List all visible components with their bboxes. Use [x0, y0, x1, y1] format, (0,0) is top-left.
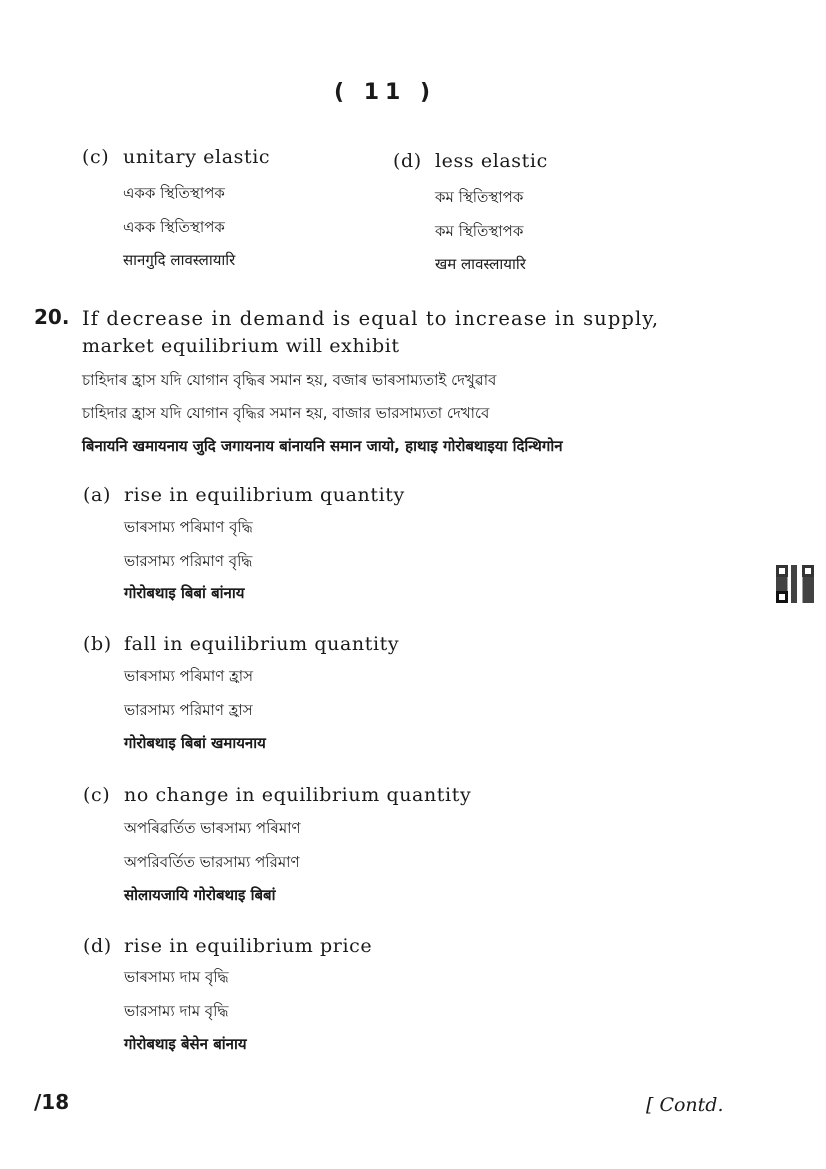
option-label: (c) — [83, 784, 111, 806]
option-label: (b) — [83, 633, 112, 655]
option-text: unitary elastic — [123, 146, 271, 168]
option-label: (d) — [393, 150, 422, 172]
option-bodo: सानगुदि लावस्लायारि — [123, 251, 236, 269]
option-bodo: गोरोबथाइ बिबां खमायनाय — [124, 734, 266, 752]
question-english-line1: If decrease in demand is equal to increase in supply, — [82, 307, 660, 330]
option-bengali: ভারসাম্য পরিমাণ হ্রাস — [124, 701, 253, 719]
option-label: (c) — [82, 146, 110, 168]
paper-code: /18 — [34, 1090, 70, 1114]
option-bengali: একক স্থিতিস্থাপক — [123, 218, 225, 236]
question-english-line2: market equilibrium will exhibit — [82, 335, 400, 357]
question-bodo: बिनायनि खमायनाय जुदि जगायनाय बांनायनि समान जायो, हाथाइ गोरोबथाइया दिन्थिगोन — [82, 437, 563, 455]
question-assamese: চাহিদাৰ হ্রাস যদি যোগান বৃদ্ধিৰ সমান হয়, বজাৰ ভাৰসাম্যতাই দেখুৱাব — [82, 371, 497, 389]
option-label: (d) — [83, 935, 112, 957]
question-number: 20. — [34, 305, 70, 329]
option-bodo: सोलायजायि गोरोबथाइ बिबां — [124, 886, 276, 904]
continued-marker: [ Contd. — [646, 1094, 724, 1116]
page-number: ( 11 ) — [334, 80, 437, 105]
option-text: rise in equilibrium price — [124, 935, 373, 957]
qr-code-corner-icon — [776, 591, 788, 603]
option-text: rise in equilibrium quantity — [124, 484, 405, 506]
option-assamese: অপৰিৱৰ্তিত ভাৰসাম্য পৰিমাণ — [124, 819, 301, 837]
option-assamese: ভাৰসাম্য দাম বৃদ্ধি — [124, 968, 229, 986]
option-label: (a) — [83, 484, 111, 506]
option-bengali: ভারসাম্য পরিমাণ বৃদ্ধি — [124, 552, 253, 570]
option-text: less elastic — [435, 150, 548, 172]
option-bodo: खम लावस्लायारि — [435, 255, 526, 273]
option-bengali: অপরিবর্তিত ভারসাম্য পরিমাণ — [124, 853, 300, 871]
option-assamese: কম স্থিতিস্থাপক — [435, 188, 524, 206]
option-assamese: একক স্থিতিস্থাপক — [123, 184, 225, 202]
option-bodo: गोरोबथाइ बेसेन बांनाय — [124, 1035, 247, 1053]
option-assamese: ভাৰসাম্য পৰিমাণ হ্রাস — [124, 667, 253, 685]
option-assamese: ভাৰসাম্য পৰিমাণ বৃদ্ধি — [124, 518, 253, 536]
option-bengali: ভারসাম্য দাম বৃদ্ধি — [124, 1002, 229, 1020]
option-text: no change in equilibrium quantity — [124, 784, 472, 806]
option-text: fall in equilibrium quantity — [124, 633, 400, 655]
option-bengali: কম স্থিতিস্থাপক — [435, 222, 524, 240]
option-bodo: गोरोबथाइ बिबां बांनाय — [124, 584, 245, 602]
question-bengali: চাহিদার হ্রাস যদি যোগান বৃদ্ধির সমান হয়, বাজার ভারসাম্যতা দেখাবে — [82, 404, 490, 422]
